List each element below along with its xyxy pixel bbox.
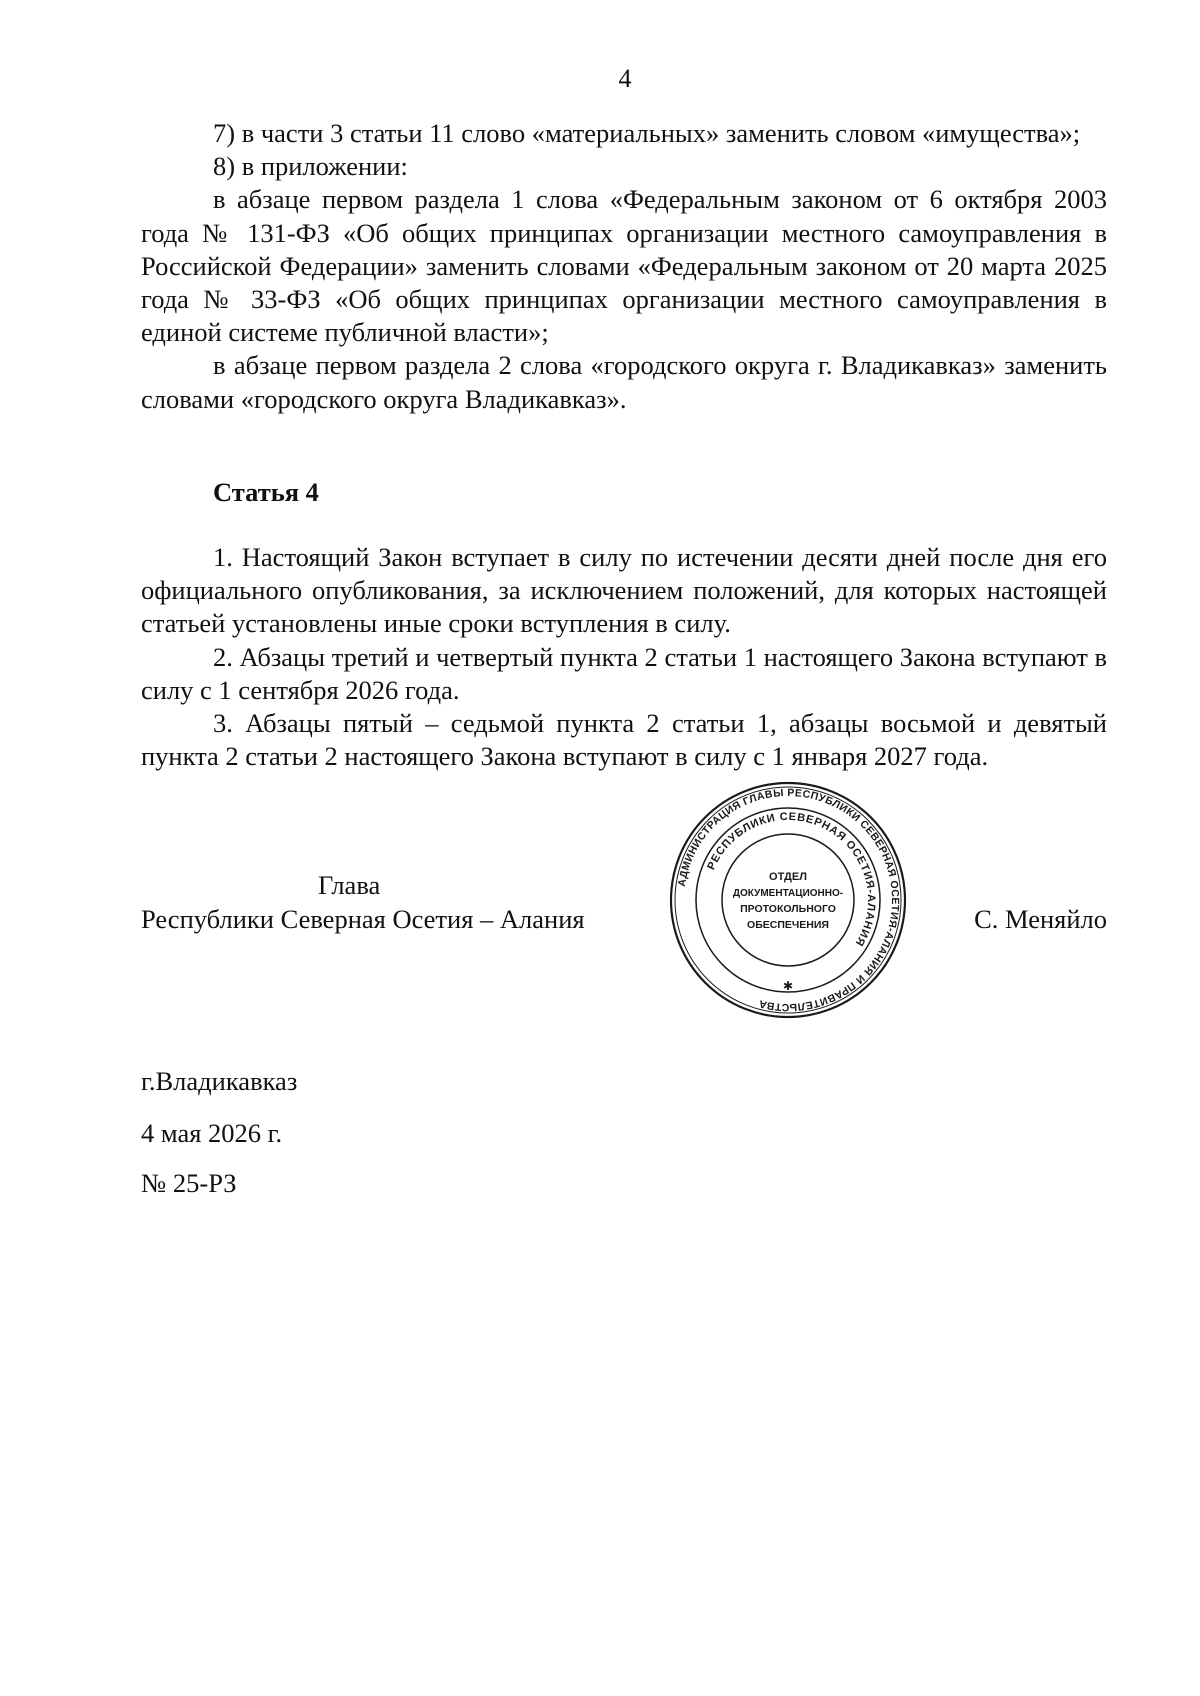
seal-inner-ring bbox=[722, 834, 854, 966]
amendment-paragraphs bbox=[141, 117, 1107, 416]
seal-outer-text: АДМИНИСТРАЦИЯ ГЛАВЫ РЕСПУБЛИКИ СЕВЕРНАЯ ОСЕТИЯ-АЛАНИЯ И ПРАВИТЕЛЬСТВА bbox=[675, 786, 902, 1014]
seal-star-icon: ✱ bbox=[782, 979, 794, 993]
paragraph-section-1-change: в абзаце первом раздела 1 слова «Федеральным законом от 6 октября 2003 года № 131-ФЗ «Об общих принципах организации местного самоуправления в Российской Федерации» заменить словами «Федеральным законом от 20 марта 2025 года № 33-ФЗ «Об общих принципах организации местного самоуправления в единой системе публичной власти»; bbox=[141, 184, 1107, 348]
article-items bbox=[141, 541, 1107, 773]
article-item-3: 3. Абзацы пятый – седьмой пункта 2 статьи 1, абзацы восьмой и девятый пункта 2 статьи 2 настоящего Закона вступают в силу с 1 января 2027 года. bbox=[141, 708, 1107, 772]
article-item-1: 1. Настоящий Закон вступает в силу по истечении десяти дней после дня его официального опубликования, за исключением положений, для которых настоящей статьей установлены иные сроки вступления в силу. bbox=[141, 542, 1107, 639]
document-place: г.Владикавказ bbox=[141, 1066, 298, 1096]
seal-inner-text: РЕСПУБЛИКИ СЕВЕРНАЯ ОСЕТИЯ-АЛАНИЯ bbox=[705, 810, 878, 949]
seal-center-line-4: ОБЕСПЕЧЕНИЯ bbox=[747, 919, 829, 931]
paragraph-section-2-change: в абзаце первом раздела 2 слова «городского округа г. Владикавказ» заменить словами «городского округа Владикавказ». bbox=[141, 350, 1107, 414]
official-seal bbox=[668, 780, 908, 1020]
signatory-name: С. Меняйло bbox=[974, 904, 1107, 934]
paragraph-item-8: 8) в приложении: bbox=[213, 151, 408, 182]
article-item-2: 2. Абзацы третий и четвертый пункта 2 статьи 1 настоящего Закона вступают в силу с 1 сентября 2026 года. bbox=[141, 641, 1107, 705]
page-number: 4 bbox=[618, 64, 632, 93]
document-number: № 25-РЗ bbox=[141, 1168, 237, 1198]
signatory-organization: Республики Северная Осетия – Алания bbox=[141, 904, 585, 934]
seal-center-line-2: ДОКУМЕНТАЦИОННО- bbox=[732, 888, 844, 899]
seal-center-line-3: ПРОТОКОЛЬНОГО bbox=[740, 903, 836, 915]
seal-center-line-1: ОТДЕЛ bbox=[769, 871, 807, 883]
document-date: 4 мая 2026 г. bbox=[141, 1118, 283, 1148]
paragraph-item-7: 7) в части 3 статьи 11 слово «материальных» заменить словом «имущества»; bbox=[213, 118, 1081, 148]
signatory-title: Глава bbox=[318, 870, 381, 900]
seal-middle-ring bbox=[696, 808, 880, 992]
article-heading: Статья 4 bbox=[213, 477, 319, 507]
